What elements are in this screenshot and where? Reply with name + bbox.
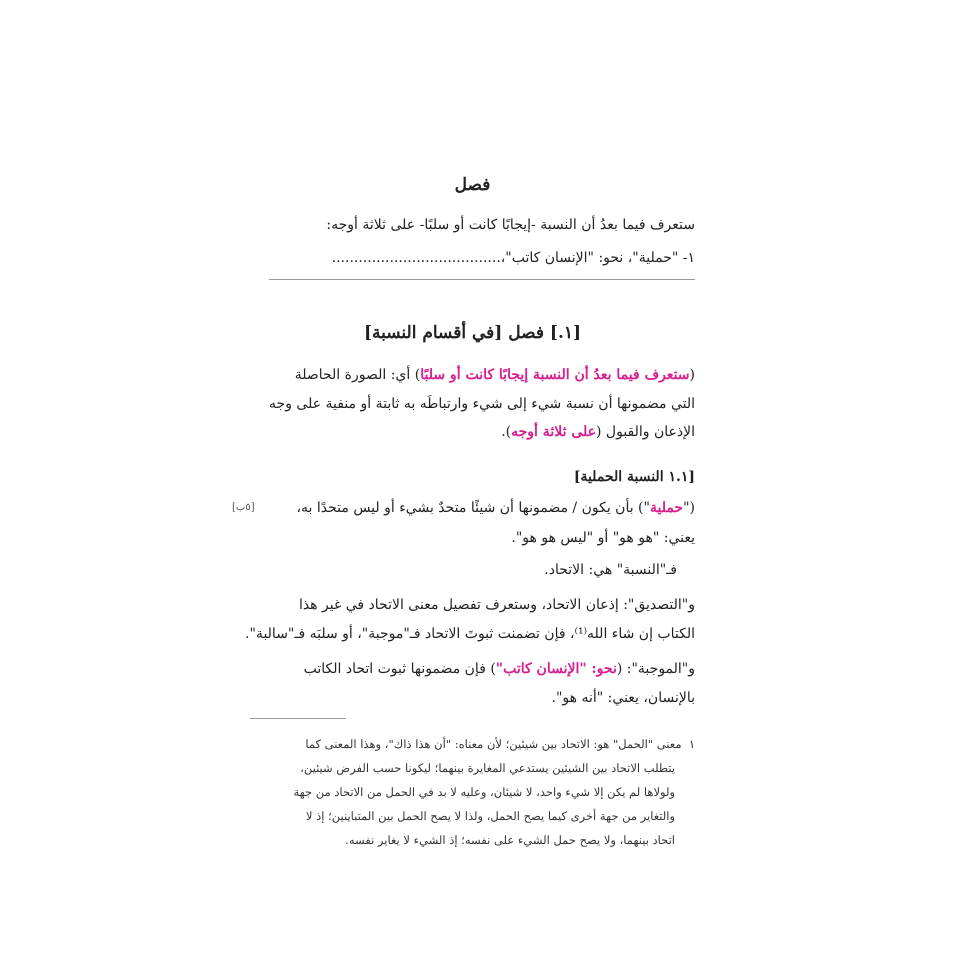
quoted-text: ستعرف فيما بعدُ أن النسبة إيجابًا كانت أو سلبًا	[420, 367, 690, 383]
footnote-line-3: ولولاها لم يكن إلا شيء واحد، لا شيئان، وعليه لا بد في الحمل من الاتحاد من جهة	[293, 785, 675, 799]
paragraph-text: ("	[683, 500, 695, 516]
paragraph-text: ) أي: الصورة الحاصلة	[294, 367, 421, 383]
paragraph-text: ) فإن مضمونها ثبوت اتحاد الكاتب	[303, 661, 496, 677]
subsection-heading: [١.١ النسبة الحملية]	[573, 469, 695, 485]
paragraph-4-line-1: و"التصديق": إذعان الاتحاد، وستعرف تفصيل معنى الاتحاد في غير هذا	[298, 597, 695, 613]
paragraph-1-line-3	[501, 422, 695, 442]
top-line-1: ستعرف فيما بعدُ أن النسبة -إيجابًا كانت أو سلبًا- على ثلاثة أوجه:	[326, 217, 695, 233]
quoted-text: نحو: "الإنسان كاتب"	[495, 661, 617, 677]
quoted-text: على ثلاثة أوجه	[511, 424, 596, 440]
top-heading: فصل	[454, 175, 491, 195]
paragraph-text: ") بأن يكون / مضمونها أن شيئًا متحدٌ بشيء أو ليس متحدًا به،	[296, 500, 650, 516]
footnote-text: معنى "الحمل" هو: الاتحاد بين شيئين؛ لأن معناه: "أن هذا ذاك"، وهذا المعنى كما	[305, 737, 682, 751]
paragraph-text: و"الموجبة": (	[616, 661, 695, 677]
paragraph-3: فـ"النسبة" هي: الاتحاد.	[544, 562, 677, 578]
footnote-line-2: يتطلب الاتحاد بين الشيئين يستدعي المغايرة بينهما؛ ليكونا حسب الفرض شيئين،	[300, 761, 675, 775]
paragraph-1-line-1	[295, 365, 695, 385]
margin-page-marker: [٥ب]	[232, 502, 255, 513]
paragraph-5-line-2: بالإنسان، يعني: "أنه هو".	[551, 690, 695, 706]
top-divider	[269, 279, 695, 280]
paren-open: (	[689, 367, 695, 383]
footnote-line-5: اتحاد بينهما، ولا يصح حمل الشيء على نفسه؛ إذ الشيء لا يغاير نفسه.	[345, 833, 675, 847]
paragraph-4-line-2: الكتاب إن شاء الله⁽¹⁾، فإن تضمنت ثبوتَ الاتحاد فـ"موجبة"، أو سلبَه فـ"سالبة".	[245, 626, 695, 642]
footnote-line-4: والتغاير من جهة أخرى كيما يصح الحمل، ولذا لا يصح الحمل بين المتباينين؛ إذ لا	[305, 809, 675, 823]
paragraph-1-line-2: التي مضمونها أن نسبة شيء إلى شيء وارتباطَه به ثابتة أو منفية على وجه	[269, 396, 695, 412]
footnote-divider	[250, 718, 346, 719]
section-heading: [١.] فصل [في أقسام النسبة]	[363, 323, 582, 343]
footnote-number: ١	[688, 737, 695, 751]
quoted-text: حملية	[649, 500, 684, 516]
paragraph-2-line-2: يعني: "هو هو" أو "ليس هو هو".	[511, 530, 695, 546]
paragraph-text: الإذعان والقبول (	[596, 424, 695, 440]
paragraph-5-line-1	[304, 659, 695, 679]
paragraph-text: ).	[501, 424, 512, 440]
top-line-2: ١- "حملية"، نحو: "الإنسان كاتب"،......................................	[331, 250, 695, 266]
footnote-line-1	[305, 733, 695, 755]
paragraph-2-line-1	[297, 498, 696, 518]
